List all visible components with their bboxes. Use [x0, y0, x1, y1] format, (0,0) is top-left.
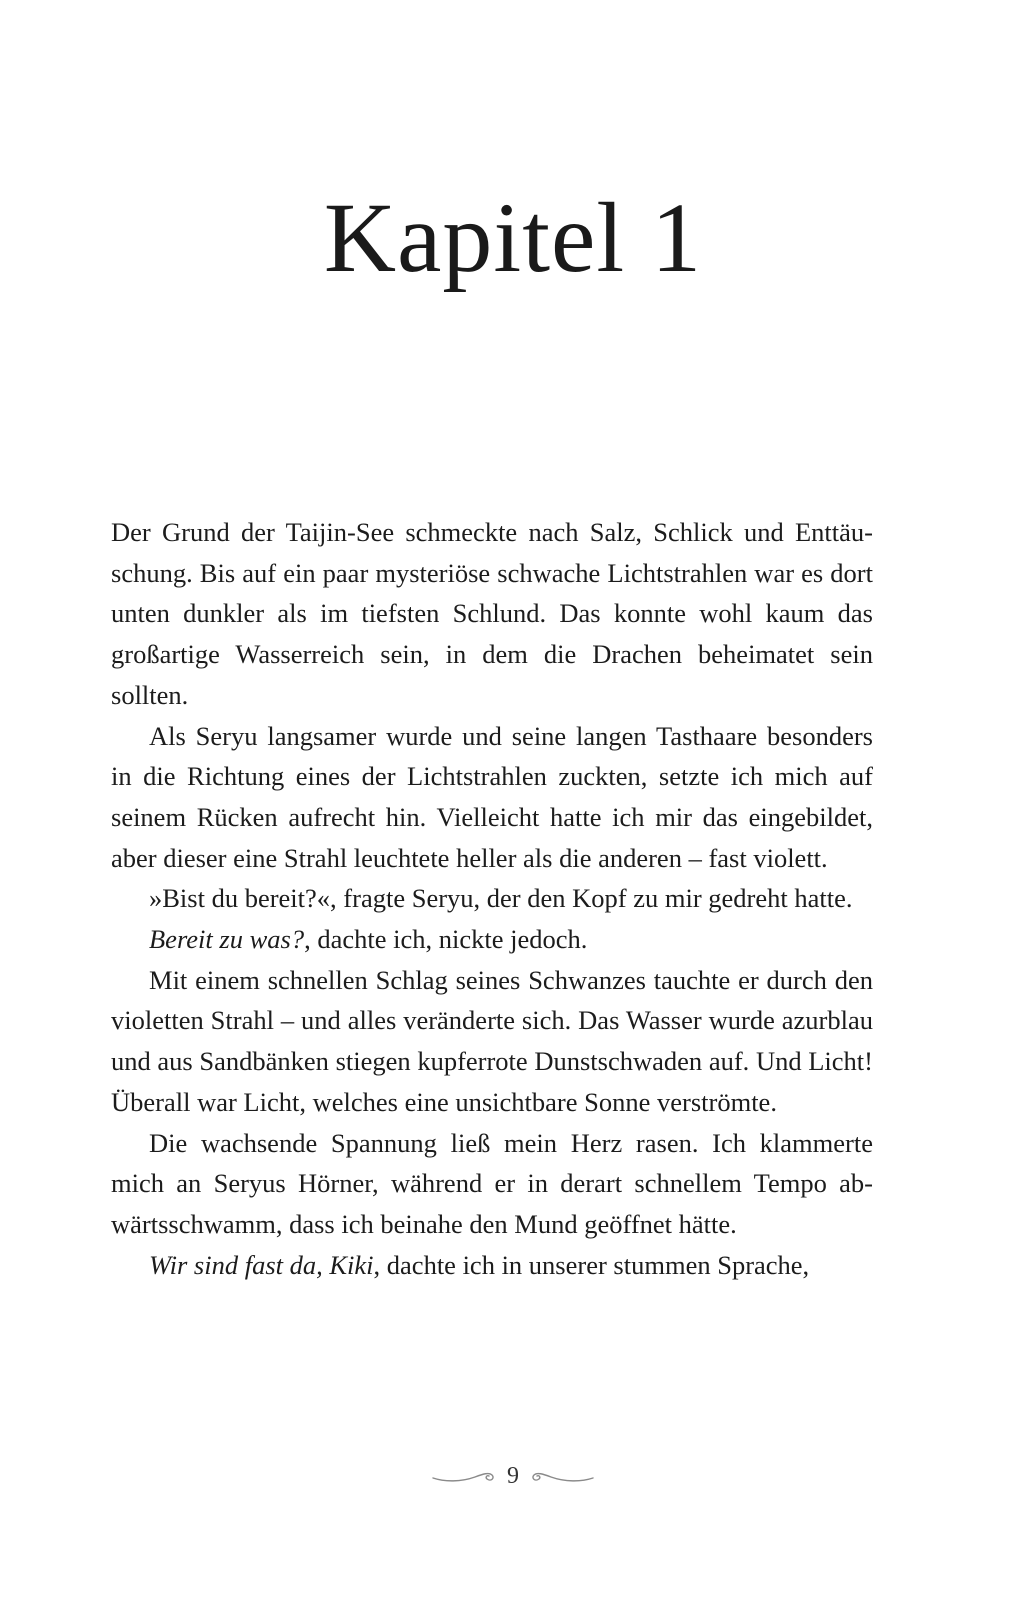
- chapter-title: Kapitel 1: [323, 182, 703, 293]
- paragraph-4: [111, 919, 873, 960]
- paragraph-1: Der Grund der Taijin-See schmeckte nach Salz, Schlick und Enttäuschung. Bis auf ein paar mysteriöse schwache Lichtstrahlen war es dort unten dunkler als im tiefsten Schlund. Das konnte wohl kaum das großartige Wasserreich sein, in dem die Drachen beheimatet sein sollten.: [111, 517, 873, 710]
- paragraph-7-rest: , dachte ich in unserer stummen Sprache,: [373, 1249, 810, 1280]
- page-footer: [0, 1458, 1026, 1494]
- body-text: [111, 512, 873, 1285]
- paragraph-2: Als Seryu langsamer wurde und seine langen Tasthaare besonders in die Richtung eines der Lichtstrahlen zuckten, setzte ich mich auf seinem Rücken aufrecht hin. Vielleicht hatte ich mir das eingebildet, aber dieser eine Strahl leuchtete heller als die anderen – fast violett.: [111, 720, 873, 873]
- italic-thought: Wir sind fast da, Kiki: [149, 1249, 374, 1280]
- page-number: 9: [507, 1463, 519, 1489]
- italic-thought: Bereit zu was?: [149, 924, 305, 955]
- swirl-right-ornament: [529, 1466, 595, 1486]
- paragraph-6: Die wachsende Spannung ließ mein Herz rasen. Ich klammerte mich an Seryus Hörner, während er in derart schnellem Tempo abwärtsschwamm, dass ich beinahe den Mund geöffnet hätte.: [111, 1127, 873, 1239]
- paragraph-5: Mit einem schnellen Schlag seines Schwanzes tauchte er durch den violetten Strahl – und alles veränderte sich. Das Wasser wurde azurblau und aus Sandbänken stiegen kupferrote Dunstschwaden auf. Und Licht! Überall war Licht, welches eine unsichtbare Sonne verströmte.: [111, 964, 873, 1117]
- swirl-left-ornament: [431, 1466, 497, 1486]
- paragraph-7: [111, 1245, 873, 1286]
- paragraph-4-rest: , dachte ich, nickte jedoch.: [304, 924, 588, 955]
- paragraph-3: »Bist du bereit?«, fragte Seryu, der den Kopf zu mir gedreht hatte.: [149, 883, 853, 914]
